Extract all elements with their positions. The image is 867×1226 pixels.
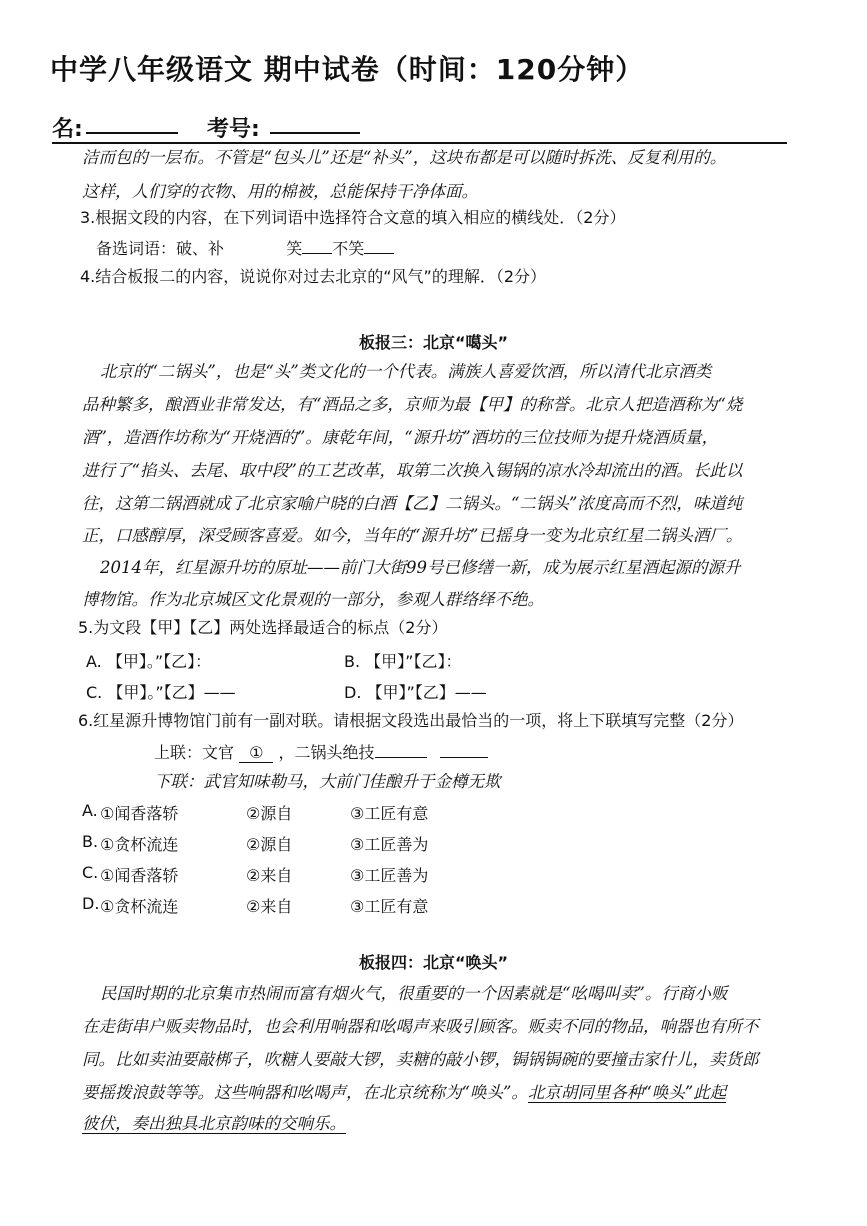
section3-p1-line1: 北京的“二锅头”，也是“头”类文化的一个代表。满族人喜爱饮酒，所以清代北京酒类 (100, 362, 712, 381)
student-info-row (52, 112, 787, 144)
blank-1-field[interactable] (302, 237, 332, 254)
option-choice-2: ②来自 (246, 897, 293, 916)
section3-heading: 板报三：北京“噶头” (358, 333, 509, 352)
name-label: 名: (52, 117, 83, 142)
section3-p1-line2: 品种繁多，酿酒业非常发达，有“酒品之多，京师为最【甲】的称誉。北京人把造酒称为“烧 (82, 395, 743, 414)
question-5-stem: 5.为文段【甲】【乙】两处选择最适合的标点（2分） (78, 618, 448, 637)
question-5-option-c[interactable]: C. 【甲】。”【乙】—— (86, 683, 236, 702)
section4-underlined-part2: 彼伏，奏出独具北京韵味的交响乐。 (82, 1114, 346, 1133)
question-6-option-d[interactable] (82, 894, 429, 916)
section3-p2-line1: 2014年，红星源升坊的原址——前门大街99号已修缮一新，成为展示红星酒起源的源升 (100, 558, 741, 577)
option-choice-2: ②来自 (246, 866, 293, 885)
option-letter: A. (82, 801, 98, 820)
blank-1-prefix: 笑 (286, 239, 303, 258)
option-choice-3: ③工匠有意 (350, 804, 429, 823)
option-letter: B. (82, 832, 99, 851)
couplet-blank-2[interactable] (375, 741, 427, 758)
question-4-stem: 4.结合板报二的内容，说说你对过去北京的“风气”的理解．（2分） (80, 267, 547, 286)
option-choice-2: ②源自 (246, 835, 293, 854)
option-choice-1: ①贪杯流连 (100, 835, 179, 854)
question-5-option-b[interactable]: B. 【甲】”【乙】： (344, 652, 462, 671)
question-6-option-b[interactable] (82, 832, 429, 854)
section4-line4-text: 要摇拨浪鼓等等。这些响器和吆喝声，在北京统称为“唤头”。 (82, 1083, 528, 1102)
couplet-blank-3[interactable] (440, 741, 488, 758)
question-6-option-a[interactable] (82, 801, 429, 823)
section3-p1-line6: 正，口感醇厚，深受顾客喜爱。如今，当年的“源升坊”已摇身一变为北京红星二锅头酒厂。 (82, 526, 743, 545)
option-letter: D. (82, 894, 100, 913)
option-choice-3: ③工匠善为 (350, 835, 429, 854)
section4-underlined-part1: 北京胡同里各种“唤头”此起 (527, 1083, 727, 1102)
section3-p1-line5: 往，这第二锅酒就成了北京家喻户晓的白酒【乙】二锅头。“二锅头”浓度高而不烈，味道纯 (82, 494, 743, 513)
blank-2-field[interactable] (364, 237, 394, 254)
option-choice-1: ①闻香落轿 (100, 866, 179, 885)
section4-line4 (82, 1082, 726, 1104)
name-field[interactable] (86, 132, 178, 134)
option-choice-3: ③工匠有意 (350, 897, 429, 916)
section2-tail-line2: 这样，人们穿的衣物、用的棉被，总能保持干净体面。 (82, 182, 478, 201)
section3-p2-line2: 博物馆。作为北京城区文化景观的一部分，参观人群络绎不绝。 (82, 590, 544, 609)
question-6-option-c[interactable] (82, 863, 429, 885)
option-choice-1: ①闻香落轿 (100, 804, 179, 823)
page-title: 中学八年级语文 期中试卷（时间：120分钟） (50, 53, 645, 86)
section4-line5 (82, 1113, 346, 1135)
section2-tail-line1: 洁而包的一层布。不管是“包头儿”还是“补头”，这块布都是可以随时拆洗、反复利用的。 (82, 148, 727, 167)
question-5-option-d[interactable]: D. 【甲】”【乙】—— (344, 683, 487, 702)
couplet-lower: 下联：武官知味勒马，大前门佳酿升于金樽无欺 (154, 772, 501, 791)
section4-line2: 在走街串户贩卖物品时，也会利用响器和吆喝声来吸引顾客。贩卖不同的物品，响器也有所不 (82, 1017, 759, 1036)
option-choice-2: ②源自 (246, 804, 293, 823)
option-letter: C. (82, 863, 99, 882)
section3-p1-line4: 进行了“掐头、去尾、取中段”的工艺改革，取第二次换入锡锅的凉水冷却流出的酒。长此以 (82, 461, 743, 480)
option-choice-3: ③工匠善为 (350, 866, 429, 885)
blank-2-prefix: 不笑 (332, 239, 365, 258)
section4-line3: 同。比如卖油要敲梆子，吹糖人要敲大锣，卖糖的敲小锣，锔锅锔碗的要撞击家什儿，卖货郎 (82, 1050, 759, 1069)
question-3-options (96, 237, 394, 260)
question-5-option-a[interactable]: A. 【甲】。”【乙】： (86, 652, 212, 671)
exam-number-field[interactable] (270, 132, 360, 134)
question-6-stem: 6.红星源升博物馆门前有一副对联。请根据文段选出最恰当的一项，将上下联填写完整（2分） (78, 711, 744, 730)
section4-heading: 板报四：北京“唤头” (358, 953, 509, 972)
option-choice-1: ①贪杯流连 (100, 897, 179, 916)
couplet-upper (154, 741, 488, 764)
section3-p1-line3: 酒”，造酒作坊称为“开烧酒的”。康乾年间，“源升坊”酒坊的三位技师为提升烧酒质量， (82, 428, 719, 447)
section4-line1: 民国时期的北京集市热闹而富有烟火气，很重要的一个因素就是“吆喝叫卖”。行商小贩 (100, 984, 728, 1003)
couplet-upper-prefix: 上联：文官 (154, 743, 235, 762)
couplet-blank-1[interactable]: ① (239, 743, 273, 763)
question-3-stem: 3.根据文段的内容，在下列词语中选择符合文意的填入相应的横线处．（2分） (80, 208, 626, 227)
couplet-upper-mid: ，二锅头绝技 (278, 743, 375, 762)
exam-number-label: 考号: (207, 117, 260, 142)
question-3-word-list: 备选词语：破、补 (96, 239, 225, 258)
